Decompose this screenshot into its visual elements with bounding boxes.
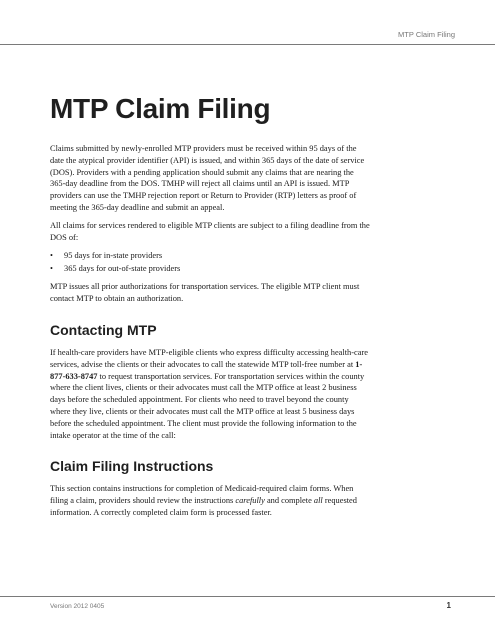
section-heading-contacting: Contacting MTP xyxy=(50,321,157,338)
mtp-phone-number: 1-877-633-8747 xyxy=(50,359,363,381)
intro-paragraph-2: All claims for services rendered to eligible MTP clients are subject to a filing deadline from the DOS of: xyxy=(50,220,370,242)
section-heading-claim-filing: Claim Filing Instructions xyxy=(50,458,214,475)
claim-instructions-paragraph xyxy=(50,483,370,518)
claim-emphasis-all: all xyxy=(313,496,323,506)
contacting-text-after: to request transportation services. For transportation services within the county where the client lives, clients or their advocates must call the MTP office at least 2 business days before the scheduled appointment. For clients who need to travel beyond the county where they live, clients or their advocates must call the MTP office at least 5 business days before the scheduled appointment. The client must provide the following information to the intake operator at the time of the call: xyxy=(50,371,365,440)
page-title: MTP Claim Filing xyxy=(50,93,271,124)
deadline-item-out-of-state: • 365 days for out-of-state providers xyxy=(50,262,370,275)
footer-version: Version 2012 0405 xyxy=(50,603,105,610)
header-divider xyxy=(0,44,495,45)
claim-text-after: requested information. A correctly completed claim form is processed faster. xyxy=(50,496,357,517)
intro-paragraph-3: MTP issues all prior authorizations for transportation services. The eligible MTP client must contact MTP to obtain an authorization. xyxy=(50,282,360,304)
claim-emphasis-carefully: carefully xyxy=(235,496,265,506)
page-number: 1 xyxy=(446,601,451,610)
footer-divider xyxy=(0,596,495,597)
deadline-list xyxy=(50,249,370,275)
intro-paragraph-1: Claims submitted by newly-enrolled MTP providers must be received within 95 days of the date the atypical provider identifier (API) is issued, and within 365 days of the date of service (DOS). Providers with a pending application should submit any claims that are nearing the 365-day deadline from the DOS. TMHP will reject all claims until an API is issued. MTP providers can use the TMHP rejection report or Return to Provider (RTP) letters as proof of meeting the 365-day deadline and submit an appeal. xyxy=(50,144,365,212)
claim-text-before: This section contains instructions for completion of Medicaid-required claim forms. When filing a claim, providers should review the instructions xyxy=(50,484,354,506)
main-content xyxy=(50,92,370,525)
running-header: MTP Claim Filing xyxy=(398,30,455,39)
contacting-text-before: If health-care providers have MTP-eligible clients who express difficulty accessing health-care services, advise the clients or their advocates to call the statewide MTP toll-free number at xyxy=(50,347,368,369)
claim-text-mid: and complete xyxy=(264,496,314,506)
contacting-paragraph xyxy=(50,347,370,441)
deadline-item-in-state: • 95 days for in-state providers xyxy=(50,249,370,262)
